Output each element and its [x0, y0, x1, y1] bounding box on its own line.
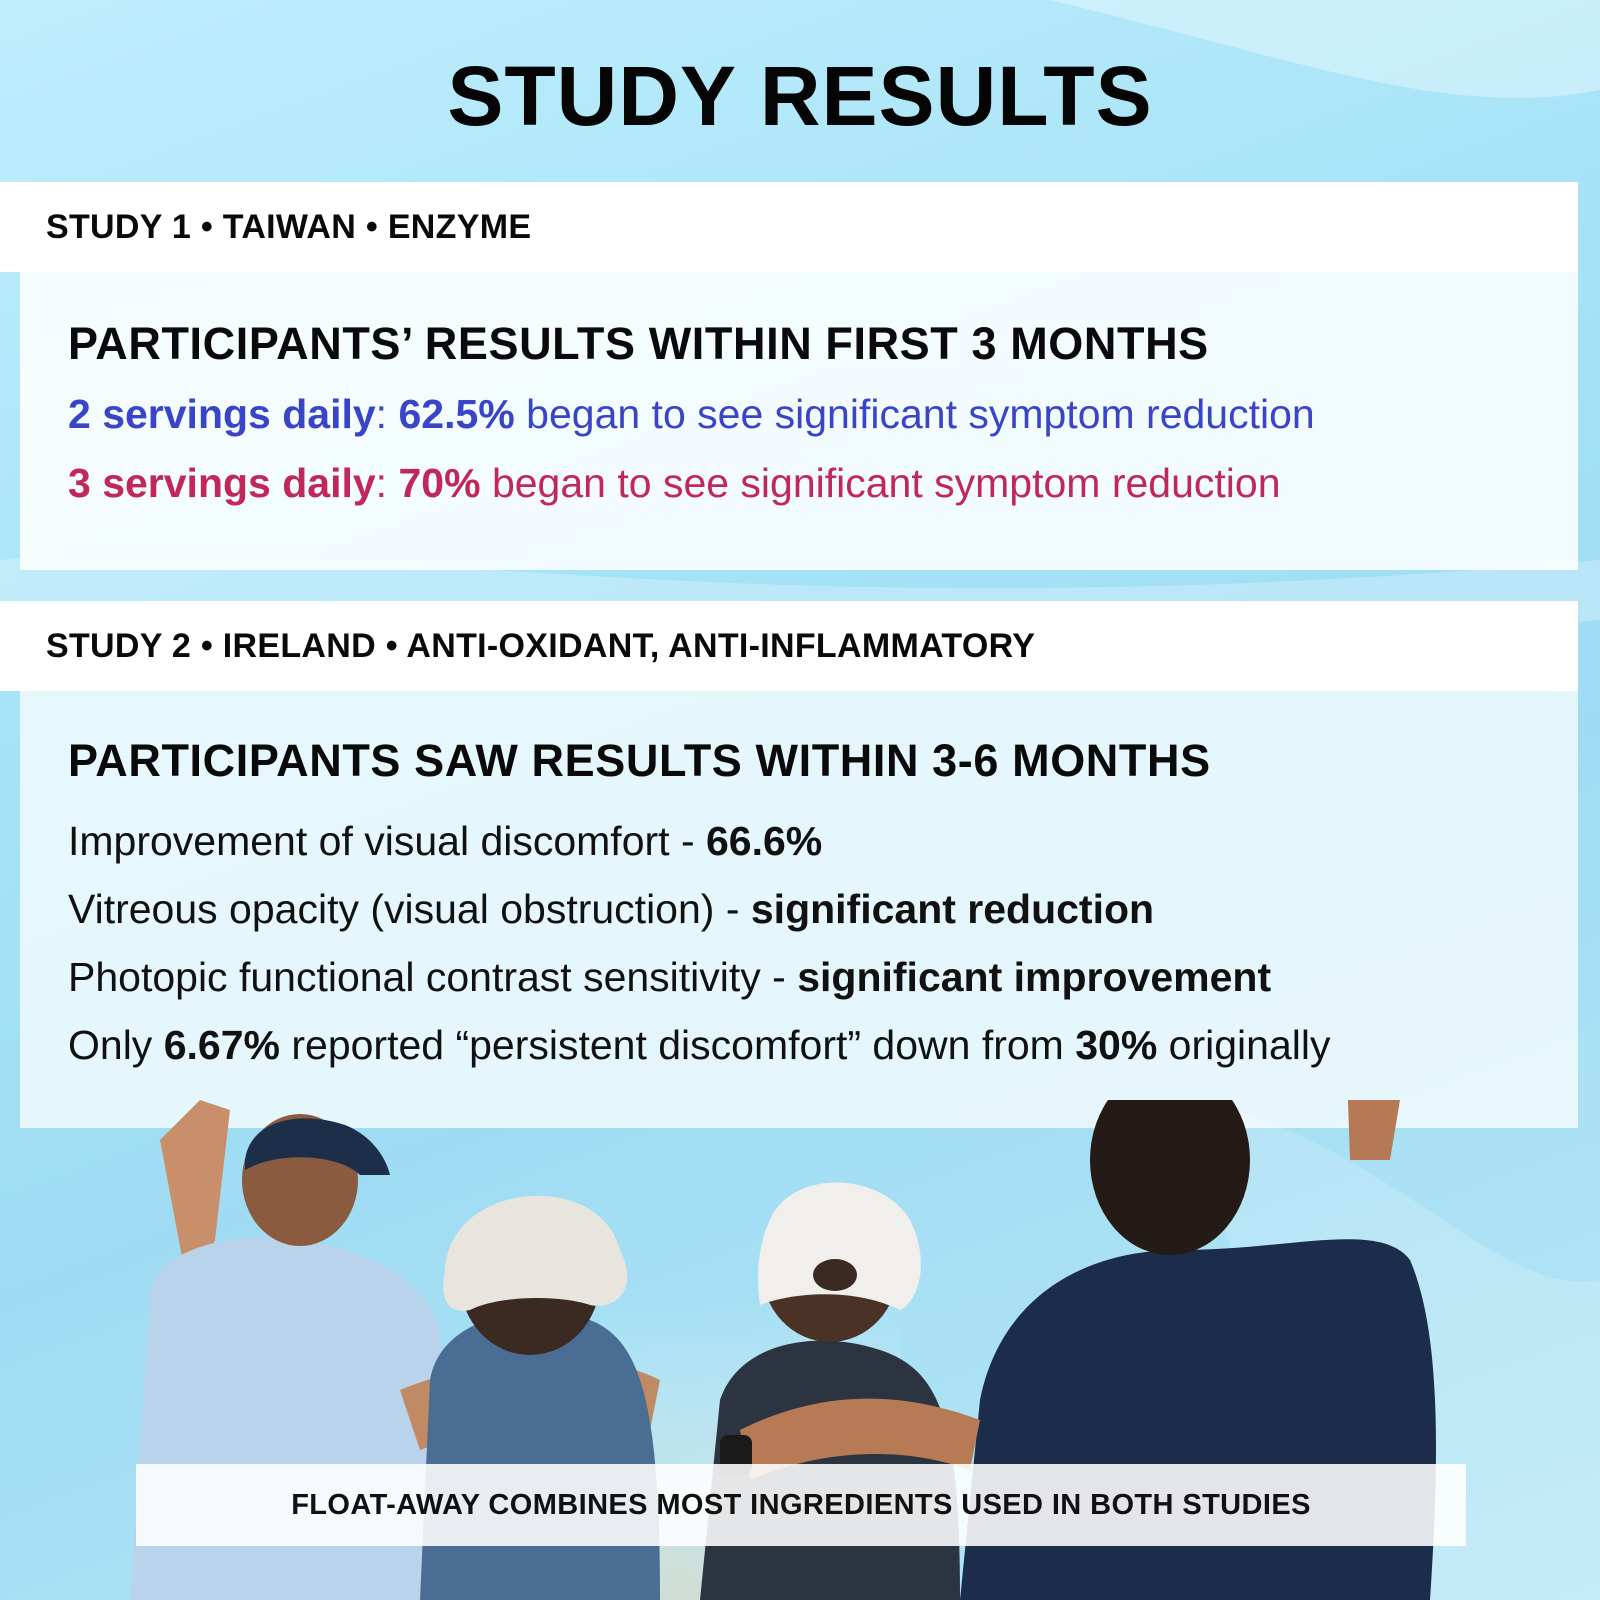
- study1-row1-text: began to see significant symptom reduction: [526, 391, 1315, 437]
- study2-result-contrast-sensitivity: [68, 954, 1578, 1000]
- study2-row4-post: originally: [1157, 1022, 1331, 1068]
- study2-row4-mid: reported “persistent discomfort” down from: [279, 1022, 1076, 1068]
- study2-row1-text: Improvement of visual discomfort -: [68, 818, 706, 864]
- study1-row1-label: 2 servings daily: [68, 391, 376, 437]
- study2-row3-text: Photopic functional contrast sensitivity -: [68, 954, 798, 1000]
- study2-result-persistent-discomfort: [68, 1022, 1578, 1068]
- study2-card: [20, 691, 1578, 1128]
- study1-row2-value: 70%: [398, 460, 481, 506]
- study1-heading: PARTICIPANTS’ RESULTS WITHIN FIRST 3 MONTHS: [68, 318, 1209, 369]
- study1-header: STUDY 1 • TAIWAN • ENZYME: [0, 182, 1578, 272]
- study1-row1-sep: :: [375, 391, 388, 437]
- study2-row2-text: Vitreous opacity (visual obstruction) -: [68, 886, 751, 932]
- study1-row2-text: began to see significant symptom reduction: [491, 460, 1281, 506]
- study2-row3-value: significant improvement: [797, 954, 1272, 1000]
- study1-row2-label: 3 servings daily: [68, 460, 376, 506]
- study2-row4-pre: Only: [68, 1022, 164, 1068]
- study1-row1-value: 62.5%: [398, 391, 515, 437]
- study2-row4-value2: 30%: [1075, 1022, 1158, 1068]
- study1-result-2-servings: [68, 391, 1578, 437]
- page-title: STUDY RESULTS: [447, 49, 1153, 143]
- footer-banner: FLOAT-AWAY COMBINES MOST INGREDIENTS USED IN BOTH STUDIES: [136, 1464, 1466, 1546]
- study2-row1-value: 66.6%: [705, 818, 823, 864]
- study1-row2-sep: :: [375, 460, 388, 506]
- study1-result-3-servings: [68, 460, 1578, 506]
- study2-result-vitreous-opacity: [68, 886, 1578, 932]
- study2-heading: PARTICIPANTS SAW RESULTS WITHIN 3-6 MONTHS: [68, 735, 1211, 786]
- study1-card: [20, 272, 1578, 570]
- study2-header: STUDY 2 • IRELAND • ANTI-OXIDANT, ANTI-INFLAMMATORY: [0, 601, 1578, 691]
- study2-row4-value1: 6.67%: [163, 1022, 280, 1068]
- study2-result-visual-discomfort: [68, 818, 1578, 864]
- study2-row2-value: significant reduction: [750, 886, 1155, 932]
